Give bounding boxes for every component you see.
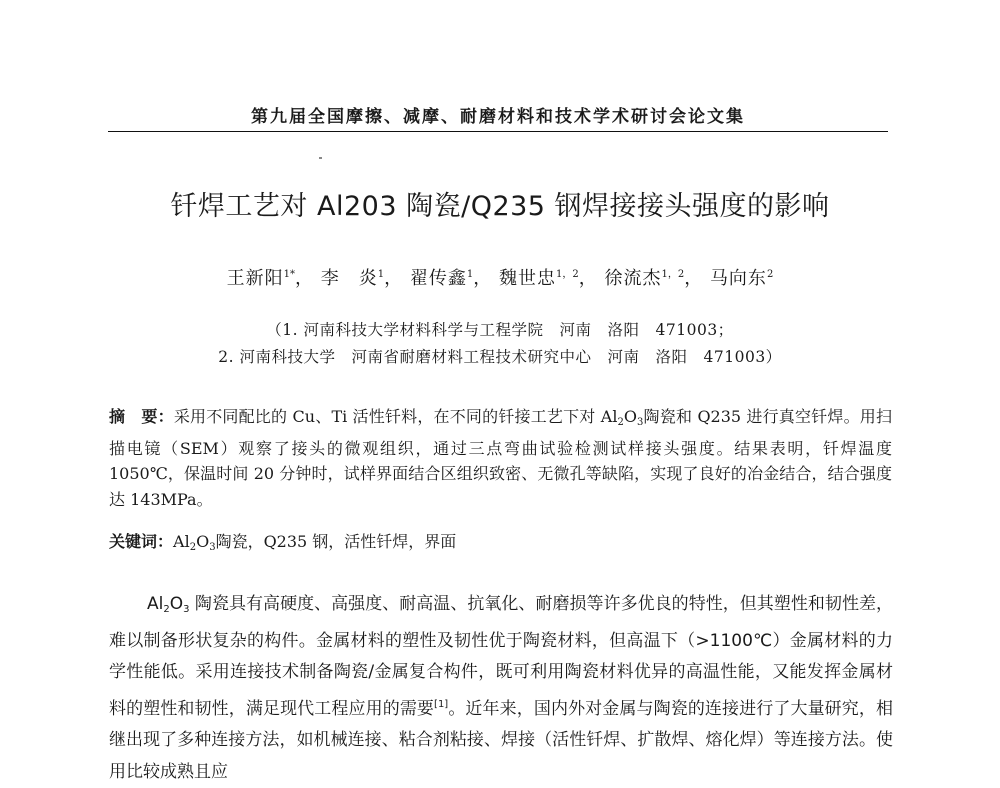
abstract bbox=[109, 404, 892, 512]
abstract-text: O bbox=[623, 407, 637, 426]
subscript: 2 bbox=[163, 604, 170, 615]
paper-title: 钎焊工艺对 Al203 陶瓷/Q235 钢焊接接头强度的影响 bbox=[170, 191, 830, 222]
keywords-text: Al bbox=[173, 532, 190, 551]
subscript: 3 bbox=[636, 417, 644, 428]
author-name: 马向东 bbox=[709, 268, 767, 289]
subscript: 3 bbox=[209, 542, 216, 553]
body-text: O bbox=[169, 594, 184, 614]
abstract-label: 摘 要： bbox=[109, 407, 174, 426]
subscript: 2 bbox=[617, 417, 624, 428]
author-name: 徐流杰 bbox=[604, 268, 662, 289]
keywords-text: O bbox=[196, 532, 210, 551]
author-name: 李 炎 bbox=[320, 268, 378, 289]
affiliation-line-2: 2. 河南科技大学 河南省耐磨材料工程技术研究中心 河南 洛阳 471003） bbox=[218, 348, 782, 366]
author-affiliation-mark: 1，2 bbox=[661, 269, 685, 280]
scan-speck bbox=[319, 157, 322, 159]
author-list: 王新阳$^{1*}$， 李 炎$^1$， 翟传鑫$^1$， 魏世忠$^{1,2}$， 徐流杰$^{1,2}$， 马向东$^2$ bbox=[226, 268, 774, 289]
header-rule bbox=[108, 131, 888, 132]
author-name: 王新阳 bbox=[226, 268, 284, 289]
author-affiliation-mark: 1* bbox=[283, 269, 296, 280]
keywords-text: 陶瓷，Q235 钢，活性钎焊，界面 bbox=[215, 532, 457, 551]
introduction-paragraph bbox=[109, 589, 893, 788]
author-affiliation-mark: 2 bbox=[766, 269, 774, 280]
author-affiliation-mark: 1 bbox=[377, 269, 385, 280]
author-affiliation-mark: 1 bbox=[466, 269, 474, 280]
running-header: 第九届全国摩擦、减摩、耐磨材料和技术学术研讨会论文集 bbox=[251, 107, 745, 127]
keywords bbox=[109, 529, 892, 560]
affiliation-line-1: （1. 河南科技大学材料科学与工程学院 河南 洛阳 471003； bbox=[266, 321, 734, 339]
author-name: 魏世忠 bbox=[499, 268, 556, 289]
abstract-text: 陶瓷和 Q235 进行真空钎焊。用扫描电镜（SEM）观察了接头的微观组织，通过三点弯曲试验检测试样接头强度。结果表明，钎焊温度 1050℃，保温时间 20 分钟时，试样界面结合区组织致密、无微孔等缺陷，实现了良好的冶金结合，结合强度达 143MPa。 bbox=[109, 407, 892, 509]
body-text: Al bbox=[147, 594, 164, 614]
author-name: 翟传鑫 bbox=[409, 268, 467, 289]
body-text: 。近年来，国内外对金属与陶瓷的连接进行了大量研究，相继出现了多种连接方法，如机械连接、粘合剂粘接、焊接（活性钎焊、扩散焊、熔化焊）等连接方法。使用比较成熟且应 bbox=[109, 698, 894, 782]
subscript: 2 bbox=[189, 542, 197, 553]
abstract-text: 采用不同配比的 Cu、Ti 活性钎料，在不同的钎接工艺下对 Al bbox=[173, 407, 618, 426]
author-affiliation-mark: 1，2 bbox=[556, 269, 579, 280]
keywords-label: 关键词： bbox=[109, 532, 174, 551]
citation-ref: [1] bbox=[434, 698, 449, 710]
body-text: 陶瓷具有高硬度、高强度、耐高温、抗氧化、耐磨损等许多优良的特性，但其塑性和韧性差，难以制备形状复杂的构件。金属材料的塑性及韧性优于陶瓷材料，但高温下（>1100℃）金属材料的力学性能低。采用连接技术制备陶瓷/金属复合构件，既可利用陶瓷材料优异的高温性能，又能发挥金属材料的塑性和韧性，满足现代工程应用的需要 bbox=[109, 594, 893, 719]
subscript: 3 bbox=[183, 604, 190, 615]
